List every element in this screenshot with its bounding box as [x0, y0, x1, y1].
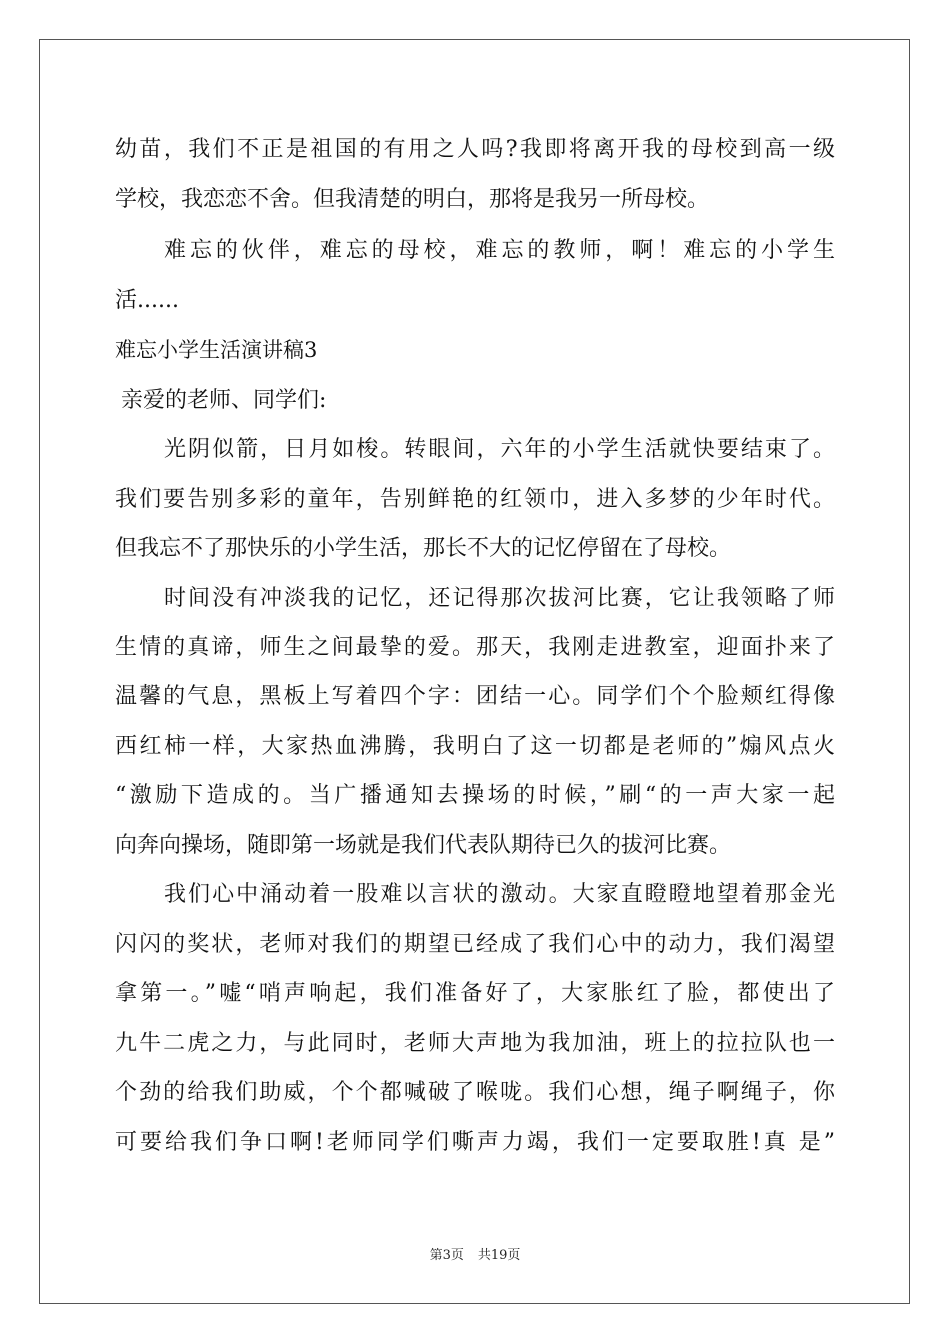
text-line: 光阴似箭，日月如梭。转眼间，六年的小学生活就快要结束了。 [164, 437, 835, 462]
text-line: 我们要告别多彩的童年，告别鲜艳的红领巾，进入多梦的少年时代。 [115, 487, 835, 512]
text-line: 学校，我恋恋不舍。但我清楚的明白，那将是我另一所母校。 [115, 187, 710, 212]
text-line: 拿第一。”嘘“哨声响起，我们准备好了，大家胀红了脸，都使出了 [115, 981, 835, 1006]
text-line: 我们心中涌动着一股难以言状的激动。大家直瞪瞪地望着那金光 [164, 882, 835, 907]
page-footer [0, 1249, 950, 1262]
text-line: 向奔向操场，随即第一场就是我们代表队期待已久的拔河比赛。 [115, 833, 732, 858]
text-line: 温馨的气息，黑板上写着四个字：团结一心。同学们个个脸颊红得像 [115, 684, 835, 709]
text-line: 闪闪的奖状，老师对我们的期望已经成了我们心中的动力，我们渴望 [115, 932, 835, 957]
text-line: “激励下造成的。当广播通知去操场的时候，”刷“的一声大家一起 [115, 783, 835, 808]
text-line: 时间没有冲淡我的记忆，还记得那次拔河比赛，它让我领略了师 [164, 586, 835, 611]
text-line: 幼苗，我们不正是祖国的有用之人吗?我即将离开我的母校到高一级 [115, 137, 835, 162]
salutation: 亲爱的老师、同学们: [121, 388, 327, 413]
text-line: 个劲的给我们助威，个个都喊破了喉咙。我们心想，绳子啊绳子，你 [115, 1080, 835, 1105]
section-heading: 难忘小学生活演讲稿3 [115, 338, 318, 362]
page-number-current: 第3页 [429, 1248, 464, 1263]
text-line: 九牛二虎之力，与此同时，老师大声地为我加油，班上的拉拉队也一 [115, 1031, 835, 1056]
text-line: 生情的真谛，师生之间最挚的爱。那天，我刚走进教室，迎面扑来了 [115, 635, 835, 660]
text-line: 西红柿一样，大家热血沸腾，我明白了这一切都是老师的”煽风点火 [115, 734, 835, 759]
text-line: 难忘的伙伴，难忘的母校，难忘的教师，啊！难忘的小学生 [164, 238, 835, 263]
page-number-total: 共19页 [477, 1248, 521, 1263]
text-line: 活...... [115, 288, 179, 313]
text-line: 可要给我们争口啊!老师同学们嘶声力竭，我们一定要取胜!真 是” [115, 1130, 835, 1155]
page-border [39, 39, 910, 1304]
text-line: 但我忘不了那快乐的小学生活，那长不大的记忆停留在了母校。 [115, 536, 732, 561]
